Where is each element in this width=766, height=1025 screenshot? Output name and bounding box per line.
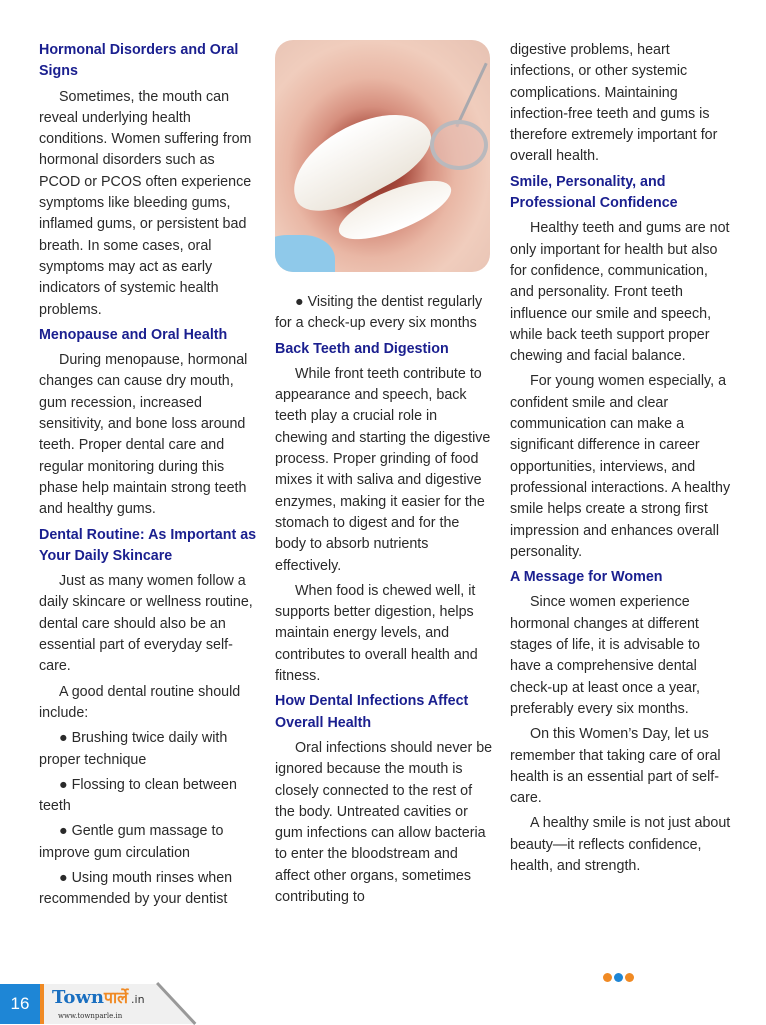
bullet-item: ● Flossing to clean between teeth	[39, 776, 237, 815]
column-3	[510, 40, 732, 881]
bullet-item: ● Gentle gum massage to improve gum circulation	[39, 823, 224, 861]
paragraph: On this Women’s Day, let us remember that taking care of oral health is an essential part of self-care.	[510, 726, 721, 807]
bullet-item: ● Brushing twice daily with proper technique	[39, 730, 228, 768]
paragraph: A healthy smile is not just about beauty—it reflects confidence, health, and strength.	[510, 815, 731, 874]
column-1	[39, 40, 259, 915]
paragraph: Sometimes, the mouth can reveal underlying health conditions. Women suffering from hormonal disorders such as PCOD or PCOS often experience symptoms like bleeding gums, inflamed gums, or persistent bad breath. In some cases, oral symptoms may act as early indicators of systemic health problems.	[39, 88, 252, 318]
heading-hormonal-disorders: Hormonal Disorders and Oral Signs	[39, 42, 239, 80]
paragraph: digestive problems, heart infections, or other systemic complications. Maintaining infection-free teeth and gums is therefore extremely important for overall health.	[510, 42, 718, 165]
paragraph: A good dental routine should include:	[39, 683, 241, 721]
page-number: 16	[0, 984, 40, 1024]
paragraph: Healthy teeth and gums are not only important for health but also for confidence, communication, and personality. Front teeth influence our smile and speech, while back teeth support proper chewing and facial balance.	[510, 220, 730, 365]
townparle-logo	[52, 986, 145, 1010]
logo-url: www.townparle.in	[58, 1012, 123, 1020]
bullet-item: ● Visiting the dentist regularly for a check-up every six months	[275, 294, 483, 332]
accent-bar	[40, 984, 44, 1024]
logo-town: Town	[52, 987, 104, 1008]
heading-smile-personality: Smile, Personality, and Professional Confidence	[510, 173, 678, 212]
heading-message-for-women: A Message for Women	[510, 569, 663, 586]
paragraph: For young women especially, a confident smile and clear communication can make a significant difference in career opportunities, interviews, and professional interactions. A healthy smile helps create a strong first impression and enhances overall personality.	[510, 373, 731, 560]
logo-in: .in	[131, 993, 145, 1006]
dental-mirror-icon	[430, 120, 488, 170]
footer	[0, 984, 766, 1024]
dental-mirror-handle-icon	[455, 63, 487, 128]
logo-hindi: पार्ले	[103, 988, 129, 1007]
heading-back-teeth: Back Teeth and Digestion	[275, 340, 449, 357]
heading-dental-infections: How Dental Infections Affect Overall Health	[275, 693, 469, 731]
column-2	[275, 40, 493, 912]
paragraph: Since women experience hormonal changes at different stages of life, it is advisable to have a comprehensive dental check-up at least once a year, preferably every six months.	[510, 594, 700, 717]
paragraph: When food is chewed well, it supports better digestion, helps maintain energy levels, and contributes to overall health and fitness.	[275, 582, 478, 685]
dot-icon	[625, 973, 634, 982]
paragraph: While front teeth contribute to appearance and speech, back teeth play a crucial role in chewing and starting the digestive process. Proper grinding of food mixes it with saliva and digestive enzymes, making it easier for the stomach to digest and for the body to absorb nutrients effectively.	[275, 365, 491, 574]
heading-menopause: Menopause and Oral Health	[39, 326, 228, 343]
dental-photo	[275, 40, 490, 272]
heading-dental-routine: Dental Routine: As Important as Your Daily Skincare	[39, 526, 257, 564]
dot-icon	[603, 973, 612, 982]
paragraph: Just as many women follow a daily skincare or wellness routine, dental care should also be an essential part of everyday self-care.	[39, 573, 253, 675]
dot-icon	[614, 973, 623, 982]
paragraph: During menopause, hormonal changes can cause dry mouth, gum recession, increased sensitivity, and bone loss around teeth. Proper dental care and regular monitoring during this phase help maintain strong teeth and healthy gums.	[39, 352, 248, 518]
paragraph: Oral infections should never be ignored because the mouth is closely connected to the rest of the body. Untreated cavities or gum infections can allow bacteria to enter the bloodstream and affect other organs, sometimes contributing to	[275, 739, 493, 906]
end-dots	[603, 973, 634, 982]
bullet-item: ● Using mouth rinses when recommended by your dentist	[39, 869, 233, 908]
